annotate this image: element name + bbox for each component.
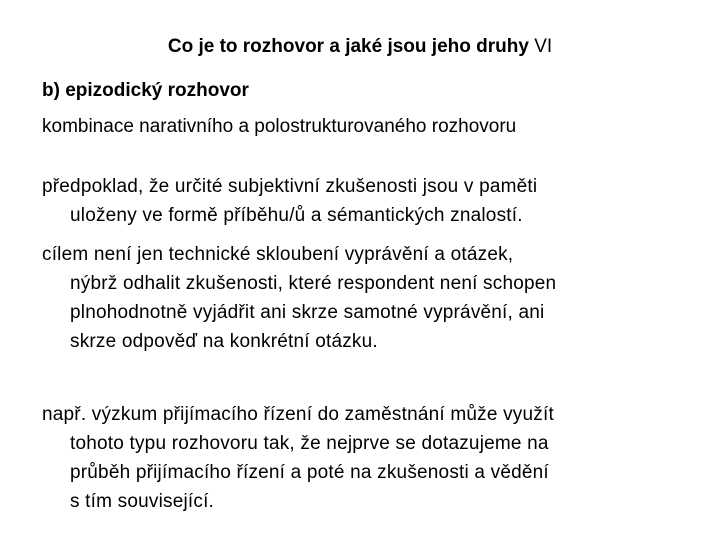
paragraph-line: např. výzkum přijímacího řízení do zaměstnání může využít <box>42 404 554 425</box>
intro-text: kombinace narativního a polostrukturovaného rozhovoru <box>42 116 517 137</box>
section-heading: b) epizodický rozhovor <box>42 80 249 101</box>
slide-title <box>0 34 720 60</box>
paragraph-line: cílem není jen technické skloubení vyprávění a otázek, <box>42 244 514 265</box>
paragraph-line: skrze odpověď na konkrétní otázku. <box>70 331 378 352</box>
paragraph-assumption <box>42 172 682 230</box>
slide-title-suffix: VI <box>534 36 553 57</box>
paragraph-line: nýbrž odhalit zkušenosti, které respondent není schopen <box>70 273 557 294</box>
paragraph-line: plnohodnotně vyjádřit ani skrze samotné vyprávění, ani <box>70 302 545 323</box>
paragraph-example <box>42 400 682 516</box>
paragraph-line: s tím související. <box>70 491 215 512</box>
paragraph-goal <box>42 240 682 356</box>
paragraph-line: průběh přijímacího řízení a poté na zkušenosti a vědění <box>70 462 549 483</box>
paragraph-line: uloženy ve formě příběhu/ů a sémantických znalostí. <box>70 205 523 226</box>
slide-title-main: Co je to rozhovor a jaké jsou jeho druhy <box>167 36 529 57</box>
paragraph-line: tohoto typu rozhovoru tak, že nejprve se dotazujeme na <box>70 433 549 454</box>
paragraph-line: předpoklad, že určité subjektivní zkušenosti jsou v paměti <box>42 176 538 197</box>
